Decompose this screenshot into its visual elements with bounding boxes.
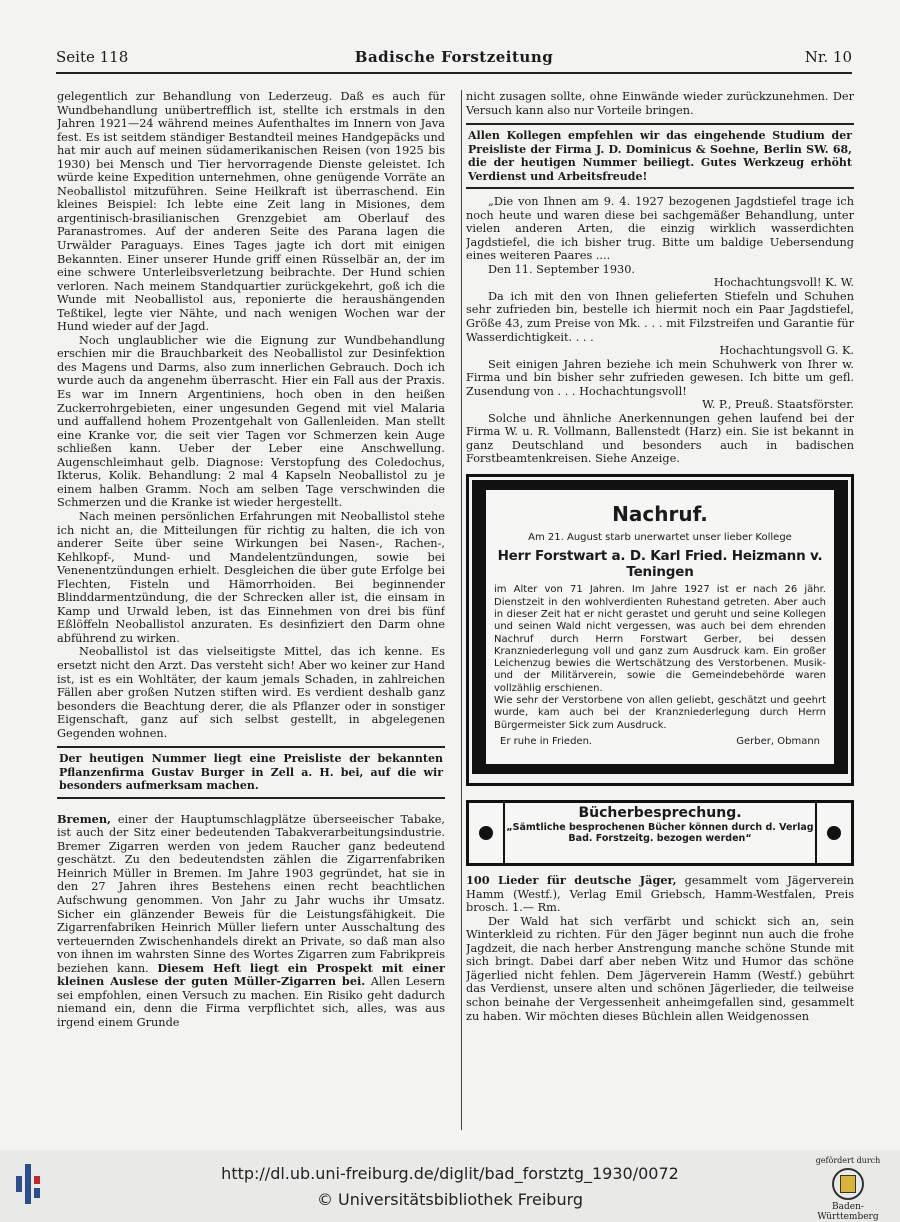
coat-of-arms-icon (832, 1168, 864, 1200)
header-rule (56, 72, 852, 74)
obituary-body-2: Wie sehr der Verstorbene von allen geliebt, geschätzt und geehrt wurde, kam auch bei der Kranzniederlegung durch Herrn Bürgermeister Sick zum Ausdruck. (494, 695, 826, 731)
book-review-subtitle: „Sämtliche besprochenen Bücher können durch d. Verlag Bad. Forstzeitg. bezogen werden“ (506, 822, 814, 845)
review-publisher: gesammelt vom Jägerverein Hamm (Westf.), Verlag Emil Griebsch, Hamm-Westfalen, Preis brosch. 1.— Rm. (466, 874, 854, 915)
viewer-footer (0, 1150, 900, 1222)
testimonial-letter: Da ich mit den von Ihnen gelieferten Stiefeln und Schuhen sehr zufrieden bin, bestelle ich hiermit noch ein Paar Jagdstiefel, Größe 43, zum Preise von Mk. . . . mit Filzstreifen und Garantie für Wasserdichtigkeit. . . . (466, 289, 854, 344)
column-divider (461, 90, 462, 1130)
continuation-text: nicht zusagen sollte, ohne Einwände wieder zurückzunehmen. Der Versuch kann also nur Vorteile bringen. (466, 90, 854, 117)
article-paragraph: Nach meinen persönlichen Erfahrungen mit Neoballistol stehe ich nicht an, die Mitteilungen für richtig zu halten, die ich von anderer Seite über seine Wirkungen bei Nasen-, Rachen-, Kehlkopf-, Mund- und Mandelentzündungen, sowie bei Venenentzündungen erhielt. Desgleichen die über gute Erfolge bei Flechten, Fisteln und Hämorrhoiden. Bei beginnender Blinddarmentzündung, die der Schrecken aller ist, die einsam in Kamp und Urwald leben, ist das Einnehmen von drei bis fünf Eßlöffeln Neoballistol anzuraten. Es desinfiziert den Darm ohne abführend zu wirken. (57, 509, 445, 645)
testimonial-signature: Hochachtungsvoll G. K. (719, 344, 854, 358)
testimonial-signature: Hochachtungsvoll! K. W. (713, 276, 854, 290)
sponsor-block (808, 1156, 888, 1222)
publication-title: Badische Forstzeitung (354, 48, 554, 66)
permalink-url[interactable]: http://dl.ub.uni-freiburg.de/diglit/bad_forstztg_1930/0072 (221, 1164, 679, 1183)
sponsor-label: gefördert durch (815, 1156, 881, 1165)
insert-notice-burger: Der heutigen Nummer liegt eine Preisliste der bekannten Pflanzenfirma Gustav Burger in Zell a. H. bei, auf die wir besonders aufmerksam machen. (57, 746, 445, 799)
testimonial-signature: W. P., Preuß. Staatsförster. (702, 398, 854, 412)
sponsor-name: Baden-Württemberg (817, 1202, 879, 1222)
review-title: 100 Lieder für deutsche Jäger, (466, 873, 677, 888)
book-review-header (466, 800, 854, 866)
testimonial-letter: Seit einigen Jahren beziehe ich mein Schuhwerk von Ihrer w. Firma und bin bisher sehr zufrieden gewesen. Ich bitte um gefl. Zusendung von . . . Hochachtungsvoll! (466, 357, 854, 398)
bremen-lead: Bremen, (57, 811, 111, 826)
obituary-lead: Am 21. August starb unerwartet unser lieber Kollege (528, 532, 792, 544)
bremen-text: einer der Hauptumschlagplätze überseeischer Tabake, ist auch der Sitz einer bedeutenden Tabakverarbeitungsindustrie. Bremer Zigarren werden von jedem Raucher ganz bedeutend geschätzt. Zu den bedeutendsten zählen die Zigarrenfabriken Heinrich Müller in Bremen. Im Jahre 1903 gegründet, hat sie in den 27 Jahren ihres Bestehens einen recht beachtlichen Aufschwung genommen. Von Jahr zu Jahr wuchs ihr Umsatz. Sicher ein glänzender Beweis für die Leistungsfähigkeit. Die Zigarrenfabriken Heinrich Müller liefern unter Ausschaltung des verteuernden Zwischenhandels direkt an Private, so daß man also von ihnen im wahrsten Sinne des Wortes Zigarren zum Fabrikpreis beziehen kann. (57, 812, 445, 975)
obituary-rest: Er ruhe in Frieden. (500, 735, 593, 747)
bullet-icon (469, 826, 503, 840)
obituary-signer: Gerber, Obmann (736, 735, 820, 747)
review-entry (466, 874, 854, 915)
copyright-notice: © Universitätsbibliothek Freiburg (316, 1190, 584, 1209)
testimonial-closing: Solche und ähnliche Anerkennungen gehen laufend bei der Firma W. u. R. Vollmann, Ballenstedt (Harz) ein. Sie ist bekannt in ganz Deutschland und besonders auch in badischen Forstbeamtenkreisen. Siehe Anzeige. (466, 411, 854, 466)
article-paragraph: Neoballistol ist das vielseitigste Mittel, das ich kenne. Es ersetzt nicht den Arzt. Das versteht sich! Aber wo keiner zur Hand ist, ist es ein Wohltäter, der kaum jemals Schaden, in zahlreichen Fällen aber großen Nutzen stiften wird. Es verdient deshalb ganz besonders die Beachtung derer, die als Pflanzer oder in sonstiger Eigenschaft, ganz auf sich selbst gestellt, in abgelegenen Gegenden wohnen. (57, 645, 445, 740)
page-header (56, 48, 852, 72)
obituary-title: Nachruf. (612, 502, 708, 527)
obituary-name: Herr Forstwart a. D. Karl Fried. Heizmann v. Teningen (497, 548, 823, 581)
obituary-frame (472, 480, 848, 774)
right-column (466, 90, 854, 1135)
left-column (57, 90, 445, 1135)
obituary-box (466, 474, 854, 786)
book-review-title-block (503, 801, 817, 865)
obituary-body: im Alter von 71 Jahren. Im Jahre 1927 ist er nach 26 jähr. Dienstzeit in den wohlverdienten Ruhestand getreten. Aber auch in dieser Zeit hat er nicht gerastet und geruht und seine Kollegen und seinen Wald nicht vergessen, was auch bei dem ehrenden Nachruf durch Herrn Forstwart Gerber, bei dessen Kranzniederlegung voll und ganz zum Ausdruck kam. Ein großer Leichenzug bewies die Wertschätzung des Verstorbenen. Musik- und der Militärverein, sowie die Gemeindebehörde waren vollzählig erschienen. (494, 584, 826, 694)
book-review-title: Bücherbesprechung. (578, 805, 742, 822)
testimonial-date: Den 11. September 1930. (488, 262, 636, 276)
review-paragraph: Der Wald hat sich verfärbt und schickt sich an, sein Winterkleid zu richten. Für den Jäger beginnt nun auch die frohe Jagdzeit, die nach herber Anstrengung manche schöne Stunde mit sich bringt. Dabei darf aber neben Witz und Humor das schöne Jägerlied nicht fehlen. Dem Jägerverein Hamm (Westf.) gebührt das Verdienst, unsere alten und schönen Jägerlieder, die teilweise schon beinahe der Vergessenheit anheimgefallen sind, gesammelt zu haben. Wir möchten dieses Büchlein allen Weidgenossen (466, 914, 854, 1023)
bremen-bold: Diesem Heft liegt ein Prospekt mit einer kleinen Auslese der guten Müller-Zigarren bei. (57, 960, 445, 989)
insert-notice-dominicus: Allen Kollegen empfehlen wir das eingehende Studium der Preisliste der Firma J. D. Dominicus & Soehne, Berlin SW. 68, die der heutigen Nummer beiliegt. Gutes Werkzeug erhöht Verdienst und Arbeitsfreude! (466, 123, 854, 189)
obituary-closing (494, 736, 826, 748)
article-paragraph: gelegentlich zur Behandlung von Lederzeug. Daß es auch für Wundbehandlung unübertrefflich ist, stellte ich erstmals in den Jahren 1921—24 während meines Aufenthaltes im Innern von Java fest. Es ist seitdem ständiger Bestandteil meines Handgepäcks und hat mir auch auf meinen südamerikanischen Reisen (von 1925 bis 1930) bei Mensch und Tier hervorragende Dienste geleistet. Ich würde keine Expedition unternehmen, ohne genügende Vorräte an Neoballistol mitzuführen. Seine Heilkraft ist überraschend. Ein kleines Beispiel: Ich lebte eine Zeit lang in Misiones, dem argentinisch-brasilianischen Grenzgebiet am Oberlauf des Paranastromes. Auf der anderen Seite des Parana lagen die Urwälder Paraguays. Eines Tages jagte ich dort mit einigen Bekannten. Einer unserer Hunde griff einen Rüsselbär an, der im eine schwere Unterleibsverletzung beibrachte. Der Hund schien verloren. Nach meinem Standquartier zurückgekehrt, goß ich die Wunde mit Neoballistol aus, reponierte die heraushängenden Teßtikel, legte vier Nähte, und nach wenigen Wochen war der Hund wieder auf der Jagd. (57, 90, 445, 334)
bullet-icon (817, 826, 851, 840)
bremen-paragraph (57, 813, 445, 1030)
page-number: Seite 118 (56, 48, 129, 66)
bremen-tail: Allen Lesern sei empfohlen, einen Versuch zu machen. Ein Risiko geht dadurch niemand ein, denn die Firma verpflichtet sich, alles, was aus irgend einem Grunde (57, 975, 445, 1029)
testimonial-letter: „Die von Ihnen am 9. 4. 1927 bezogenen Jagdstiefel trage ich noch heute und waren diese bei sachgemäßer Behandlung, unter vielen anderen Arten, die einzig wirklich wasserdichten Jagdstiefel, die ich bisher trug. Bitte um baldige Uebersendung eines weiteren Paares .... (466, 195, 854, 263)
article-paragraph: Noch unglaublicher wie die Eignung zur Wundbehandlung erschien mir die Brauchbarkeit des Neoballistol zur Desinfektion des Magens und Darms, also zum innerlichen Gebrauch. Doch ich wurde auch da angenehm überrascht. Hier ein Fall aus der Praxis. Es war im Innern Argentiniens, hoch oben in den heißen Zuckerrohrgebieten, einer ungesunden Gegend mit viel Malaria und auffallend hohem Prozentgehalt von Gallenleiden. Man stellt eine Kranke vor, die seit vier Tagen vor Schmerzen kein Auge schließen kann. Ueber der Leber eine Anschwellung. Augenschleimhaut gelb. Diagnose: Verstopfung des Coledochus, Ikterus, Kolik. Behandlung: 2 mal 4 Kapseln Neoballistol zu je einem halben Gramm. Noch am selben Tage verschwinden die Schmerzen und die Kranke ist wieder hergestellt. (57, 333, 445, 510)
issue-number: Nr. 10 (804, 48, 852, 66)
